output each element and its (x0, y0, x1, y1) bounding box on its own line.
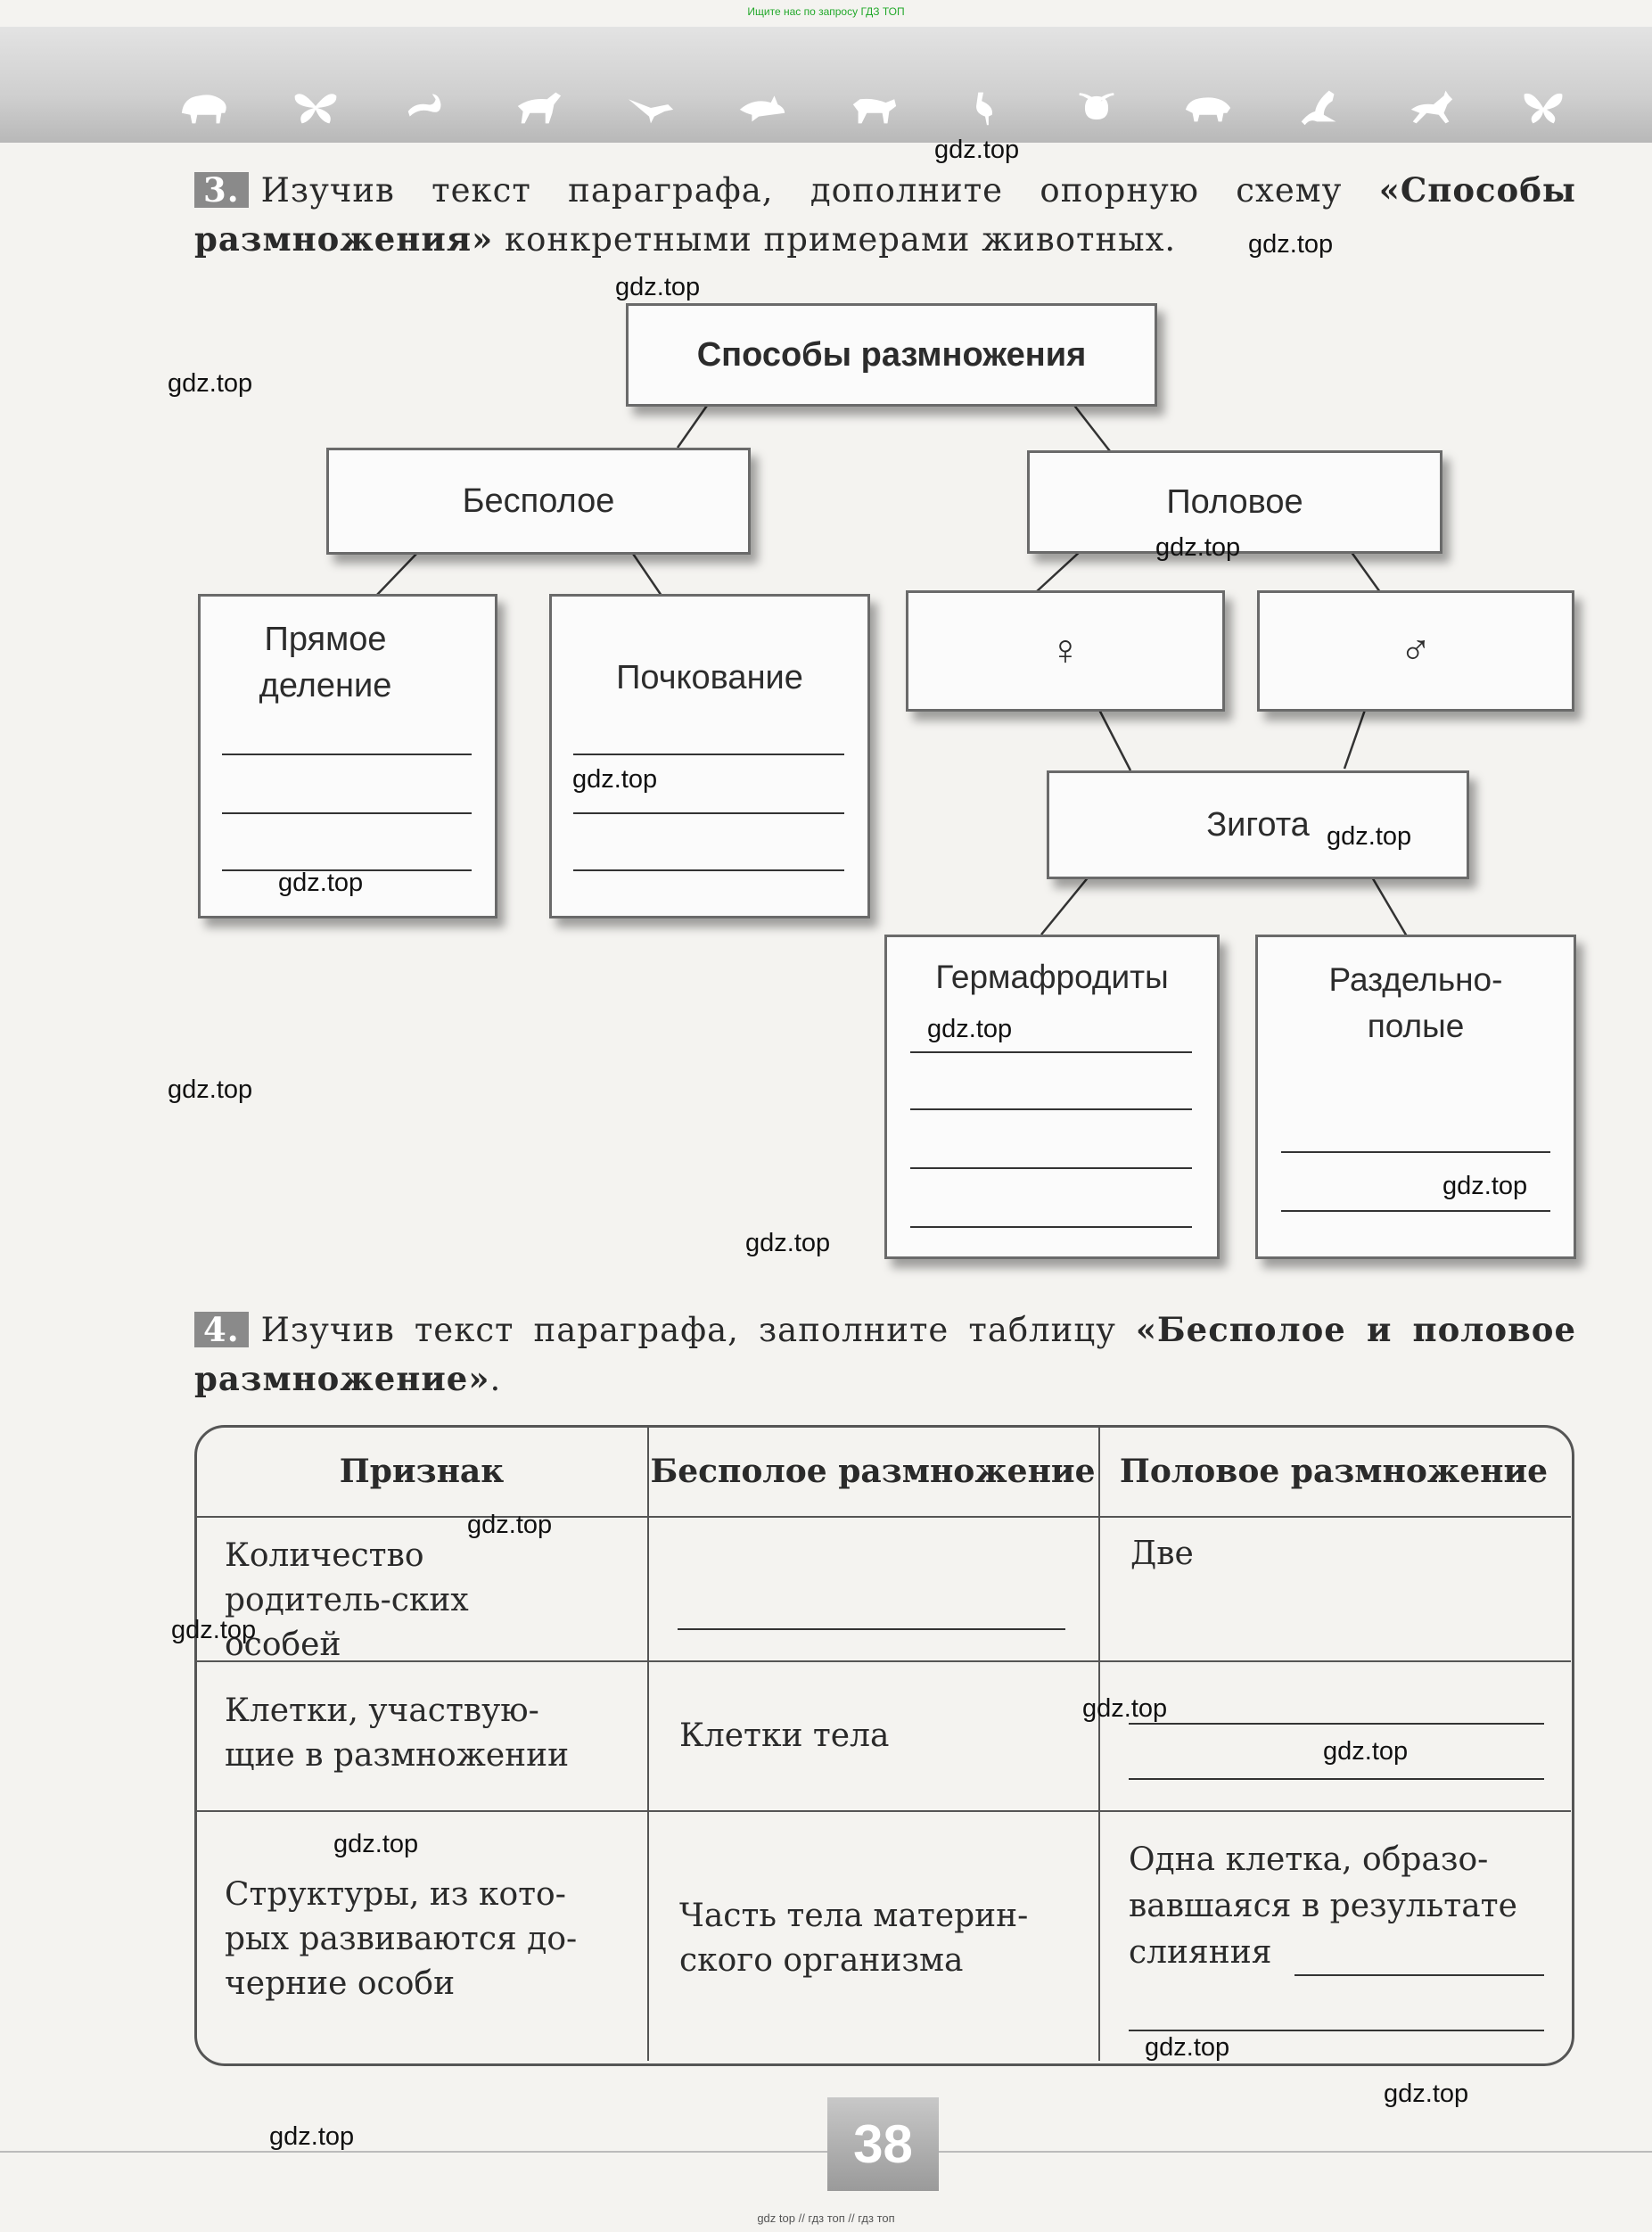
watermark: gdz.top (745, 1229, 831, 1257)
row2-sexual-answer-line[interactable] (1129, 1723, 1544, 1725)
budding-label: Почкование (616, 659, 803, 696)
scheme-dioecious-box (1255, 935, 1576, 1259)
row1-sexual-value: Две (1130, 1536, 1194, 1572)
table-divider (1098, 1427, 1100, 2061)
answer-line[interactable] (910, 1051, 1192, 1053)
watermark: gdz.top (934, 136, 1020, 164)
watermark: gdz.top (168, 1075, 253, 1104)
footer-rule (0, 2151, 1652, 2153)
row3-sexual-answer-line[interactable] (1129, 2030, 1544, 2031)
row3-sexual-value: Одна клетка, образо-вавшаяся в результате слияния (1129, 1841, 1517, 1971)
task-4-heading: 4. Изучив текст параграфа, заполните таблицу «Бесполое и половое размножение». (194, 1310, 1576, 1398)
watermark: gdz.top (168, 369, 253, 398)
watermark: gdz.top (927, 1015, 1013, 1043)
scheme-hermaphrodites-box (884, 935, 1220, 1259)
watermark: gdz.top (572, 765, 658, 794)
answer-line[interactable] (222, 812, 472, 814)
watermark: gdz.top (269, 2122, 355, 2151)
page-number: 38 (827, 2097, 939, 2191)
scheme-asexual-box: Бесполое (326, 448, 751, 555)
watermark: gdz.top (1155, 533, 1241, 562)
footer-note: gdz top // гдз топ // гдз топ (757, 2211, 895, 2225)
table-header-sexual: Половое размножение (1119, 1453, 1549, 1490)
row3-asexual-value: Часть тела материн-ского организма (679, 1898, 1029, 1979)
site-banner: Ищите нас по запросу ГДЗ ТОП (747, 5, 905, 18)
answer-line[interactable] (910, 1226, 1192, 1228)
watermark: gdz.top (1082, 1694, 1168, 1723)
task-3-heading: 3. Изучив текст параграфа, дополните опорную схему «Способы размножения» конкретными примерами животных. (194, 170, 1576, 259)
watermark: gdz.top (1323, 1737, 1409, 1766)
watermark: gdz.top (615, 273, 701, 301)
scheme-female-box (906, 590, 1225, 712)
scheme-sexual-box: Половое (1027, 450, 1442, 554)
row2-feature: Клетки, участвую-щие в размножении (225, 1693, 570, 1774)
answer-line[interactable] (573, 754, 844, 755)
answer-line[interactable] (1281, 1210, 1550, 1212)
answer-line[interactable] (910, 1167, 1192, 1169)
scheme-root-box: Способы размножения (626, 303, 1157, 407)
direct-division-label: Прямое деление (259, 621, 392, 704)
row2-sexual-answer-line[interactable] (1129, 1778, 1544, 1780)
watermark: gdz.top (1442, 1172, 1528, 1200)
row3-feature: Структуры, из кото-рых развиваются до-черние особи (225, 1876, 578, 2002)
watermark: gdz.top (1384, 2080, 1469, 2108)
watermark: gdz.top (333, 1830, 419, 1858)
table-header-asexual: Бесполое размножение (650, 1453, 1096, 1490)
answer-line[interactable] (573, 869, 844, 871)
row1-asexual-answer-line[interactable] (678, 1628, 1065, 1630)
row3-sexual-answer-line[interactable] (1294, 1974, 1544, 1976)
watermark: gdz.top (1327, 822, 1412, 851)
watermark: gdz.top (278, 869, 364, 897)
watermark: gdz.top (171, 1616, 257, 1644)
watermark: gdz.top (1248, 230, 1334, 259)
hermaphrodites-label: Гермафродиты (935, 959, 1169, 995)
scheme-budding-box (549, 594, 870, 918)
watermark: gdz.top (1145, 2033, 1230, 2062)
row1-feature: Количество родитель-ских особей (225, 1537, 469, 1663)
table-header-feature: Признак (339, 1453, 505, 1490)
task-3-number: 3. (194, 172, 249, 208)
dioecious-label: Раздельно- полые (1328, 961, 1503, 1044)
task-4-number: 4. (194, 1312, 249, 1347)
watermark: gdz.top (467, 1511, 553, 1539)
table-divider (196, 1810, 1571, 1812)
table-divider (647, 1427, 649, 2061)
female-symbol-icon: ♀ (1049, 627, 1081, 674)
scheme-zygote-box: Зигота (1047, 770, 1469, 879)
answer-line[interactable] (573, 812, 844, 814)
scheme-male-box (1257, 590, 1574, 712)
answer-line[interactable] (1281, 1151, 1550, 1153)
answer-line[interactable] (222, 754, 472, 755)
row2-asexual-value: Клетки тела (679, 1717, 890, 1754)
table-divider (196, 1516, 1571, 1518)
male-symbol-icon: ♂ (1400, 627, 1432, 674)
answer-line[interactable] (910, 1108, 1192, 1110)
